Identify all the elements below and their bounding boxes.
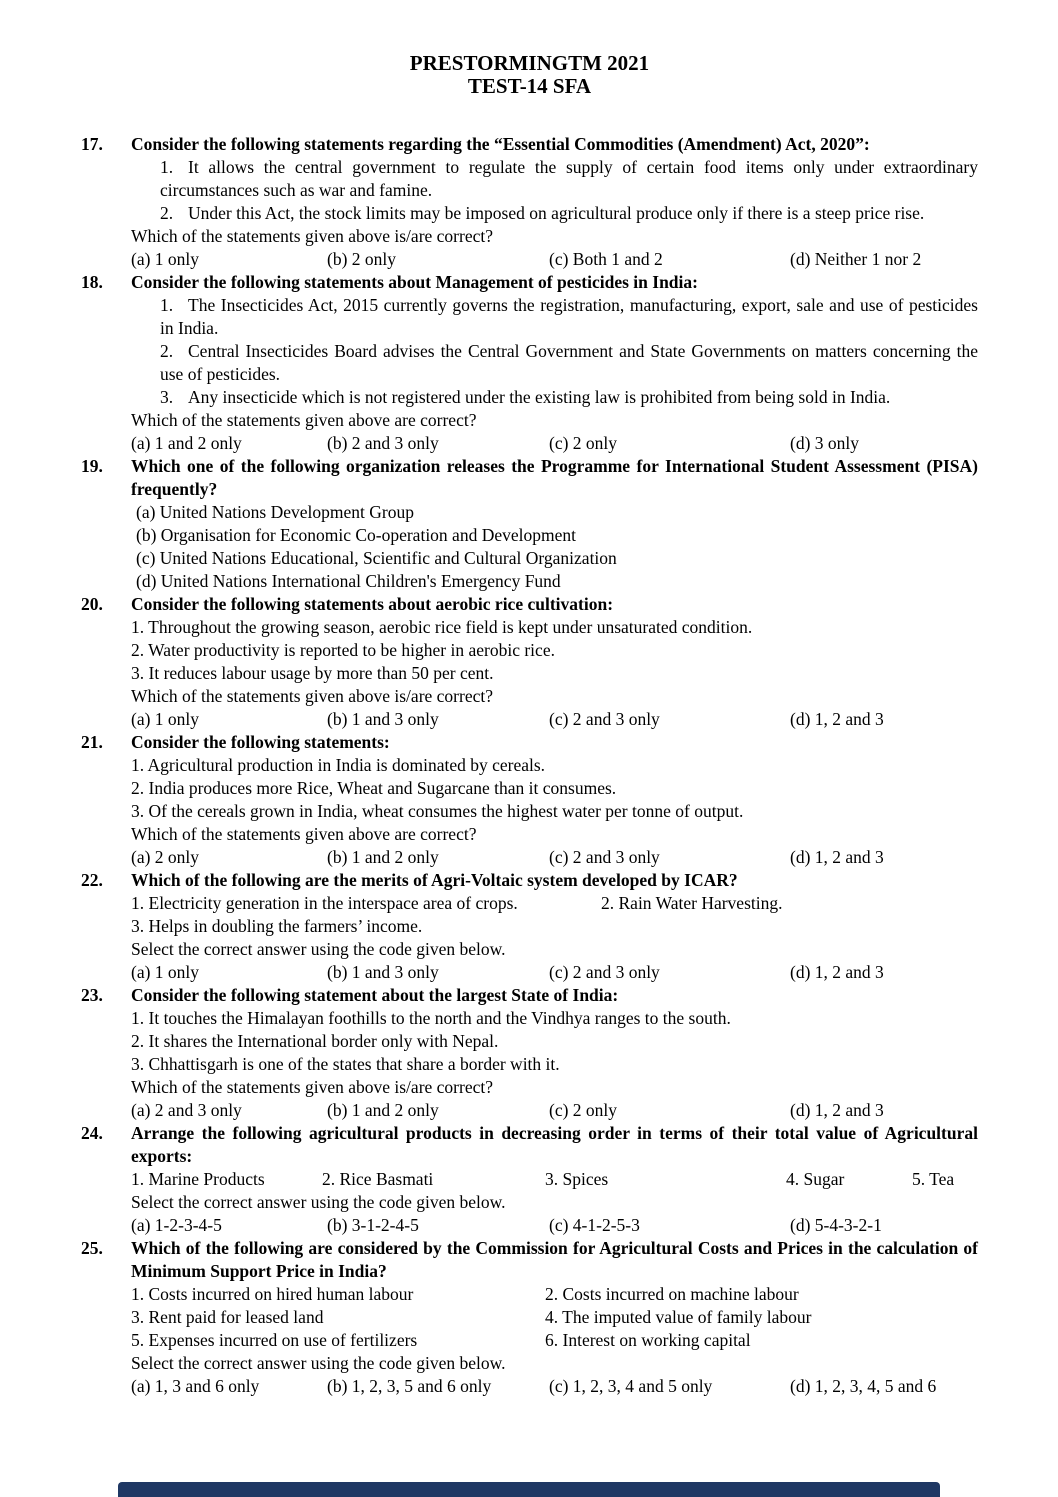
answer-option: (c) Both 1 and 2	[549, 249, 663, 269]
question-text-line: 3. It reduces labour usage by more than 50 per cent.	[131, 663, 494, 683]
statement-item: 6. Interest on working capital	[545, 1330, 751, 1350]
question-number: 17.	[81, 134, 103, 154]
numbered-statement	[160, 294, 978, 340]
question	[81, 984, 978, 1122]
answer-option: (d) 1, 2 and 3	[790, 962, 884, 982]
answer-option: (b) 1, 2, 3, 5 and 6 only	[327, 1376, 492, 1396]
answer-options-row	[131, 708, 978, 731]
question-stem: Which of the following are considered by the Commission for Agricultural Costs and Prices in the calculation of Minimum Support Price in India?	[131, 1238, 978, 1281]
question-text-line: 3. Of the cereals grown in India, wheat consumes the highest water per tonne of output.	[131, 801, 744, 821]
question-text-line: 1. It touches the Himalayan foothills to the north and the Vindhya ranges to the south.	[131, 1008, 731, 1028]
question-number: 25.	[81, 1238, 103, 1258]
question-text-line: 3. Chhattisgarh is one of the states that share a border with it.	[131, 1054, 560, 1074]
answer-option: (b) 2 and 3 only	[327, 433, 439, 453]
answer-option: (c) 2 only	[549, 433, 618, 453]
statement-text: Any insecticide which is not registered under the existing law is prohibited from being sold in India.	[188, 387, 891, 407]
question-body	[131, 1237, 978, 1398]
answer-options-row	[131, 1375, 978, 1398]
answer-option: (b) 1 and 3 only	[327, 962, 439, 982]
question-stem: Consider the following statements regarding the “Essential Commodities (Amendment) Act, 2020”:	[131, 134, 870, 154]
statement-item: 5. Tea	[912, 1169, 955, 1189]
question-text-line: 1. Agricultural production in India is dominated by cereals.	[131, 755, 546, 775]
question-text-line: Select the correct answer using the code given below.	[131, 1192, 506, 1212]
statement-item: 2. Rice Basmati	[322, 1169, 434, 1189]
statement-marker: 1.	[160, 295, 174, 315]
statement-item: 2. Costs incurred on machine labour	[545, 1284, 799, 1304]
question-stem: Consider the following statements about Management of pesticides in India:	[131, 272, 698, 292]
numbered-statement	[160, 386, 978, 409]
statement-marker: 2.	[160, 203, 174, 223]
question	[81, 1237, 978, 1398]
question-body	[131, 984, 978, 1122]
answer-options-row	[131, 432, 978, 455]
question-stem: Consider the following statement about the largest State of India:	[131, 985, 619, 1005]
document-header	[81, 52, 978, 98]
answer-option: (a) 2 only	[131, 847, 200, 867]
question-text-line: 2. It shares the International border only with Nepal.	[131, 1031, 499, 1051]
question-number: 21.	[81, 732, 103, 752]
numbered-statement	[160, 340, 978, 386]
question-number: 24.	[81, 1123, 103, 1143]
question-number: 22.	[81, 870, 103, 890]
answer-option: (b) 3-1-2-4-5	[327, 1215, 419, 1235]
answer-options-row	[131, 961, 978, 984]
answer-option: (a) 1-2-3-4-5	[131, 1215, 222, 1235]
statement-item: 3. Spices	[545, 1169, 609, 1189]
statement-items-row	[131, 892, 978, 915]
question-number: 20.	[81, 594, 103, 614]
question-text-line: 3. Helps in doubling the farmers’ income.	[131, 916, 423, 936]
answer-option: (c) 1, 2, 3, 4 and 5 only	[549, 1376, 713, 1396]
statement-items-row	[131, 1168, 978, 1191]
answer-option: (d) 1, 2 and 3	[790, 1100, 884, 1120]
question-list	[81, 133, 978, 1398]
answer-option: (a) 1, 3 and 6 only	[131, 1376, 260, 1396]
statement-items-row	[131, 1283, 978, 1306]
question	[81, 1122, 978, 1237]
answer-options-row	[131, 846, 978, 869]
question-body	[131, 593, 978, 731]
question-text-line: 2. India produces more Rice, Wheat and Sugarcane than it consumes.	[131, 778, 617, 798]
statement-marker: 2.	[160, 341, 174, 361]
statement-item: 1. Marine Products	[131, 1169, 265, 1189]
answer-option: (d) 5-4-3-2-1	[790, 1215, 882, 1235]
statement-items-row	[131, 1306, 978, 1329]
answer-option: (a) 1 only	[131, 709, 200, 729]
statement-item: 1. Electricity generation in the interspace area of crops.	[131, 893, 518, 913]
question-body	[131, 133, 978, 271]
answer-option: (d) 1, 2 and 3	[790, 847, 884, 867]
question-text-line: 1. Throughout the growing season, aerobic rice field is kept under unsaturated condition.	[131, 617, 753, 637]
question-body	[131, 869, 978, 984]
question-number: 23.	[81, 985, 103, 1005]
answer-options-row	[131, 1214, 978, 1237]
answer-option: (d) Neither 1 nor 2	[790, 249, 922, 269]
statement-text: The Insecticides Act, 2015 currently governs the registration, manufacturing, export, sale and use of pesticides in India.	[160, 295, 978, 338]
statement-item: 5. Expenses incurred on use of fertilizers	[131, 1330, 418, 1350]
answer-options-row	[131, 248, 978, 271]
answer-option: (d) 1, 2 and 3	[790, 709, 884, 729]
question-text-line: Which of the statements given above are correct?	[131, 824, 477, 844]
statement-item: 4. The imputed value of family labour	[545, 1307, 812, 1327]
statement-item: 2. Rain Water Harvesting.	[601, 893, 783, 913]
question-stem: Consider the following statements about aerobic rice cultivation:	[131, 594, 614, 614]
question-text-line: Which of the statements given above is/are correct?	[131, 226, 493, 246]
document-title: PRESTORMINGTM 2021	[409, 51, 650, 75]
question-text-line: 2. Water productivity is reported to be higher in aerobic rice.	[131, 640, 555, 660]
statement-text: It allows the central government to regulate the supply of certain food items only under extraordinary circumstances such as war and famine.	[160, 157, 978, 200]
answer-option: (d) 1, 2, 3, 4, 5 and 6	[790, 1376, 937, 1396]
statement-item: 1. Costs incurred on hired human labour	[131, 1284, 414, 1304]
answer-option: (b) 1 and 3 only	[327, 709, 439, 729]
document-subtitle: TEST-14 SFA	[467, 74, 592, 98]
answer-option: (d) 3 only	[790, 433, 860, 453]
question-stem: Arrange the following agricultural products in decreasing order in terms of their total value of Agricultural exports:	[131, 1123, 978, 1166]
question-stem: Consider the following statements:	[131, 732, 390, 752]
answer-option: (c) 2 and 3 only	[549, 962, 660, 982]
answer-option: (c) 2 only	[549, 1100, 618, 1120]
question	[81, 455, 978, 593]
statement-marker: 3.	[160, 387, 174, 407]
statement-items-row	[131, 1329, 978, 1352]
answer-option: (c) 2 and 3 only	[549, 847, 660, 867]
answer-option: (b) 2 only	[327, 249, 397, 269]
question-text-line: Which of the statements given above is/are correct?	[131, 686, 493, 706]
statement-item: 3. Rent paid for leased land	[131, 1307, 324, 1327]
question	[81, 133, 978, 271]
answer-option: (c) 2 and 3 only	[549, 709, 660, 729]
question-text-line: Which of the statements given above is/are correct?	[131, 1077, 493, 1097]
numbered-statement	[160, 202, 978, 225]
statement-item: 4. Sugar	[786, 1169, 845, 1189]
question-body	[131, 1122, 978, 1237]
answer-option: (c) 4-1-2-5-3	[549, 1215, 640, 1235]
question-body	[131, 731, 978, 869]
answer-option: (a) 1 only	[131, 249, 200, 269]
question	[81, 731, 978, 869]
statement-text: Under this Act, the stock limits may be imposed on agricultural produce only if there is a steep price rise.	[188, 203, 925, 223]
question-body	[131, 271, 978, 455]
answer-option: (b) 1 and 2 only	[327, 1100, 439, 1120]
question	[81, 869, 978, 984]
question-text-line: Which of the statements given above are correct?	[131, 410, 477, 430]
answer-option-line: (c) United Nations Educational, Scientific and Cultural Organization	[136, 548, 617, 568]
question-text-line: Select the correct answer using the code given below.	[131, 939, 506, 959]
question-number: 18.	[81, 272, 103, 292]
question-stem: Which one of the following organization releases the Programme for International Student Assessment (PISA) frequently?	[131, 456, 978, 499]
question-body	[131, 455, 978, 593]
statement-marker: 1.	[160, 157, 174, 177]
answer-option-line: (b) Organisation for Economic Co-operation and Development	[136, 525, 576, 545]
numbered-statement	[160, 156, 978, 202]
answer-option: (a) 1 and 2 only	[131, 433, 242, 453]
answer-option-line: (d) United Nations International Children's Emergency Fund	[136, 571, 561, 591]
question-text-line: Select the correct answer using the code given below.	[131, 1353, 506, 1373]
question	[81, 271, 978, 455]
question	[81, 593, 978, 731]
answer-option: (b) 1 and 2 only	[327, 847, 439, 867]
answer-option-line: (a) United Nations Development Group	[136, 502, 414, 522]
question-stem: Which of the following are the merits of Agri-Voltaic system developed by ICAR?	[131, 870, 738, 890]
answer-option: (a) 1 only	[131, 962, 200, 982]
question-number: 19.	[81, 456, 103, 476]
footer-bar	[118, 1482, 940, 1497]
answer-option: (a) 2 and 3 only	[131, 1100, 242, 1120]
answer-options-row	[131, 1099, 978, 1122]
statement-text: Central Insecticides Board advises the Central Government and State Governments on matters concerning the use of pesticides.	[160, 341, 978, 384]
